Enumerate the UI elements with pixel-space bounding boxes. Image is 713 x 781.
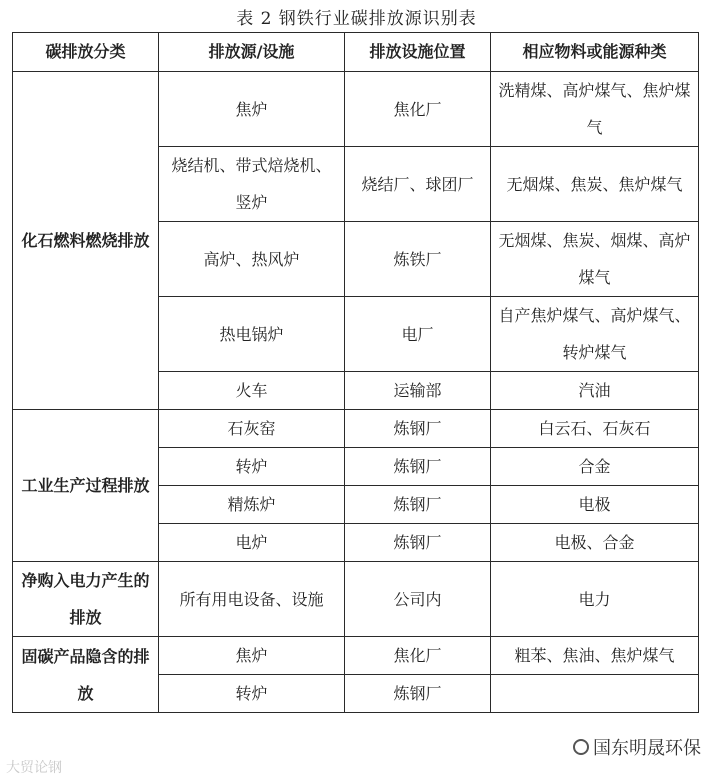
cell-location: 炼铁厂 <box>345 222 491 297</box>
cell-material <box>491 675 699 713</box>
cell-location: 焦化厂 <box>345 637 491 675</box>
category-carbon-fixed-products: 固碳产品隐含的排放 <box>13 637 159 713</box>
cell-location: 电厂 <box>345 297 491 372</box>
table-row <box>13 637 699 675</box>
cell-location: 焦化厂 <box>345 72 491 147</box>
cell-material: 无烟煤、焦炭、焦炉煤气 <box>491 147 699 222</box>
watermark-right-text: 国东明晟环保 <box>593 738 701 759</box>
cell-location: 运输部 <box>345 372 491 410</box>
carbon-emission-table <box>12 32 699 713</box>
cell-material: 无烟煤、焦炭、烟煤、高炉煤气 <box>491 222 699 297</box>
table-row <box>13 562 699 637</box>
cell-location: 炼钢厂 <box>345 524 491 562</box>
header-material: 相应物料或能源种类 <box>491 33 699 72</box>
wechat-logo-icon <box>573 739 589 755</box>
cell-source: 石灰窑 <box>159 410 345 448</box>
table-caption: 表 2 钢铁行业碳排放源识别表 <box>236 9 477 29</box>
cell-source: 热电锅炉 <box>159 297 345 372</box>
cell-location: 炼钢厂 <box>345 410 491 448</box>
header-source: 排放源/设施 <box>159 33 345 72</box>
cell-source: 转炉 <box>159 675 345 713</box>
cell-source: 焦炉 <box>159 72 345 147</box>
cell-source: 焦炉 <box>159 637 345 675</box>
cell-material: 电极 <box>491 486 699 524</box>
watermark-left-text: 大贸论钢 <box>6 760 62 776</box>
table-header-row <box>13 33 699 72</box>
cell-location: 公司内 <box>345 562 491 637</box>
category-industrial-process: 工业生产过程排放 <box>13 410 159 562</box>
cell-material: 汽油 <box>491 372 699 410</box>
cell-material: 电极、合金 <box>491 524 699 562</box>
cell-location: 烧结厂、球团厂 <box>345 147 491 222</box>
header-category: 碳排放分类 <box>13 33 159 72</box>
cell-material: 自产焦炉煤气、高炉煤气、转炉煤气 <box>491 297 699 372</box>
cell-location: 炼钢厂 <box>345 448 491 486</box>
cell-location: 炼钢厂 <box>345 675 491 713</box>
table-row <box>13 72 699 147</box>
watermark-left <box>6 757 62 777</box>
category-purchased-electricity: 净购入电力产生的排放 <box>13 562 159 637</box>
cell-source: 电炉 <box>159 524 345 562</box>
category-fossil-fuel: 化石燃料燃烧排放 <box>13 72 159 410</box>
cell-source: 所有用电设备、设施 <box>159 562 345 637</box>
cell-source: 高炉、热风炉 <box>159 222 345 297</box>
cell-material: 洗精煤、高炉煤气、焦炉煤气 <box>491 72 699 147</box>
cell-material: 合金 <box>491 448 699 486</box>
cell-material: 粗苯、焦油、焦炉煤气 <box>491 637 699 675</box>
cell-source: 烧结机、带式焙烧机、竖炉 <box>159 147 345 222</box>
cell-source: 转炉 <box>159 448 345 486</box>
cell-material: 白云石、石灰石 <box>491 410 699 448</box>
watermark-right <box>573 734 701 760</box>
cell-material: 电力 <box>491 562 699 637</box>
header-location: 排放设施位置 <box>345 33 491 72</box>
cell-location: 炼钢厂 <box>345 486 491 524</box>
table-row <box>13 410 699 448</box>
cell-source: 精炼炉 <box>159 486 345 524</box>
cell-source: 火车 <box>159 372 345 410</box>
